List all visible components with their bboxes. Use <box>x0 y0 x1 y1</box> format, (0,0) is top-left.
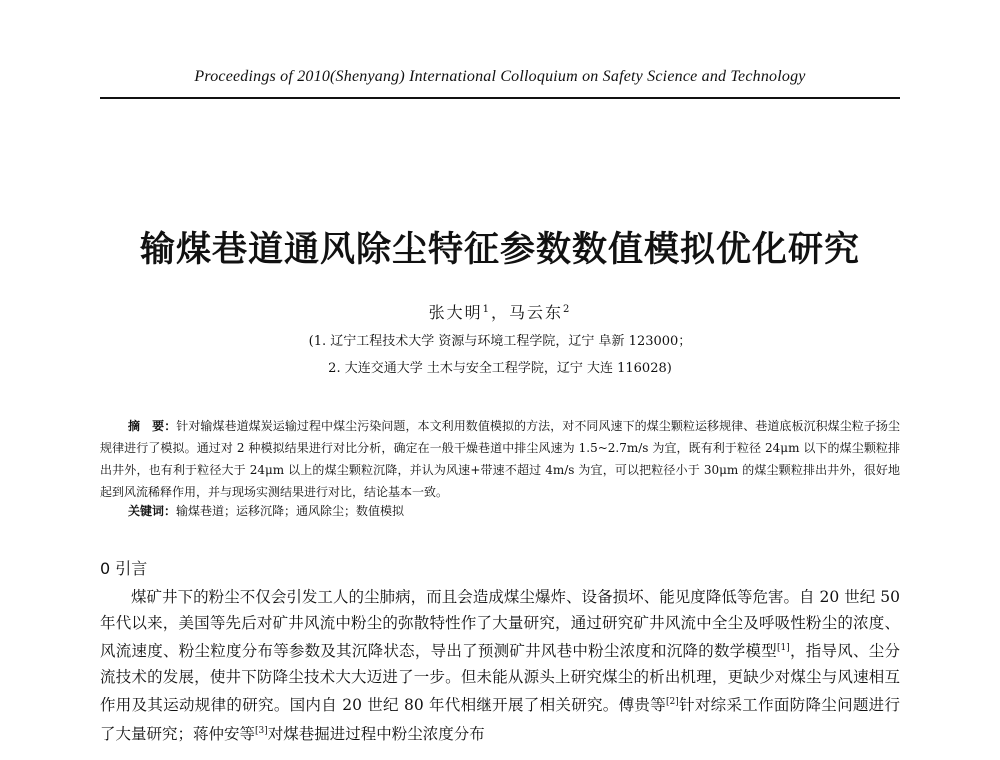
author-separator: ， <box>490 303 509 322</box>
paper-title: 输煤巷道通风除尘特征参数数值模拟优化研究 <box>139 229 860 270</box>
author-name: 张大明 <box>428 303 483 322</box>
citation-ref: [1] <box>777 643 790 653</box>
body-text: ，指导风、尘分流技术的发展，使井下防降尘技术大大迈进了一步。但未能从源头上研究煤尘的析出机理，更缺少对煤尘与风速相互作用及其运动规律的研究。国内自 20 世纪 80 年代相继开展了相关研究。傅贵等 <box>100 642 900 714</box>
keywords-text: 输煤巷道；运移沉降；通风除尘；数值模拟 <box>176 504 405 518</box>
header-rule <box>100 97 900 99</box>
citation-ref: [3] <box>255 725 268 736</box>
body-text: 针对综采工作面防降尘问题进行了大量研究；蒋仲安等 <box>100 696 900 743</box>
abstract <box>100 415 900 503</box>
author-line <box>100 300 900 323</box>
body-paragraph <box>100 585 900 747</box>
abstract-text: 针对输煤巷道煤炭运输过程中煤尘污染问题，本文利用数值模拟的方法，对不同风速下的煤尘颗粒运移规律、巷道底板沉积煤尘粒子扬尘规律进行了模拟。通过对 2 种模拟结果进行对比分析，确定在一般干燥巷道中排尘风速为 1.5~2.7m/s 为宜，既有利于粒径 24μm 以下的煤尘颗粒排出井外，也有利于粒径大于 24μm 以上的煤尘颗粒沉降，并认为风速+带速不超过 4m/s 为宜，可以把粒径小于 30μm 的煤尘颗粒排出井外，很好地起到风流稀释作用，并与现场实测结果进行对比，结论基本一致。 <box>100 419 900 499</box>
affiliation-line: (1. 辽宁工程技术大学 资源与环境工程学院，辽宁 阜新 123000； <box>308 334 692 349</box>
affiliation-mark: 1 <box>482 304 491 315</box>
citation-ref: [2] <box>666 697 679 707</box>
author-name: 马云东 <box>509 303 564 322</box>
section-heading: 0 引言 <box>100 559 148 578</box>
body-text: 煤矿井下的粉尘不仅会引发工人的尘肺病，而且会造成煤尘爆炸、设备损坏、能见度降低等危害。自 20 世纪 50 年代以来，美国等先后对矿井风流中粉尘的弥散特性作了大量研究，通过研究矿井风流中全尘及呼吸性粉尘的浓度、风流速度、粉尘粒度分布等参数及其沉降状态，导出了预测矿井风巷中粉尘浓度和沉降的数学模型 <box>100 588 900 660</box>
keywords-label: 关键词： <box>128 504 177 518</box>
running-head: Proceedings of 2010(Shenyang) International Colloquium on Safety Science and Technology <box>194 68 806 85</box>
abstract-label: 摘 要： <box>128 419 177 433</box>
affiliation-mark: 2 <box>563 304 572 315</box>
affiliation-line: 2. 大连交通大学 土木与安全工程学院，辽宁 大连 116028) <box>328 361 672 376</box>
body-text: 对煤巷掘进过程中粉尘浓度分布 <box>267 724 485 743</box>
keywords <box>128 500 900 522</box>
